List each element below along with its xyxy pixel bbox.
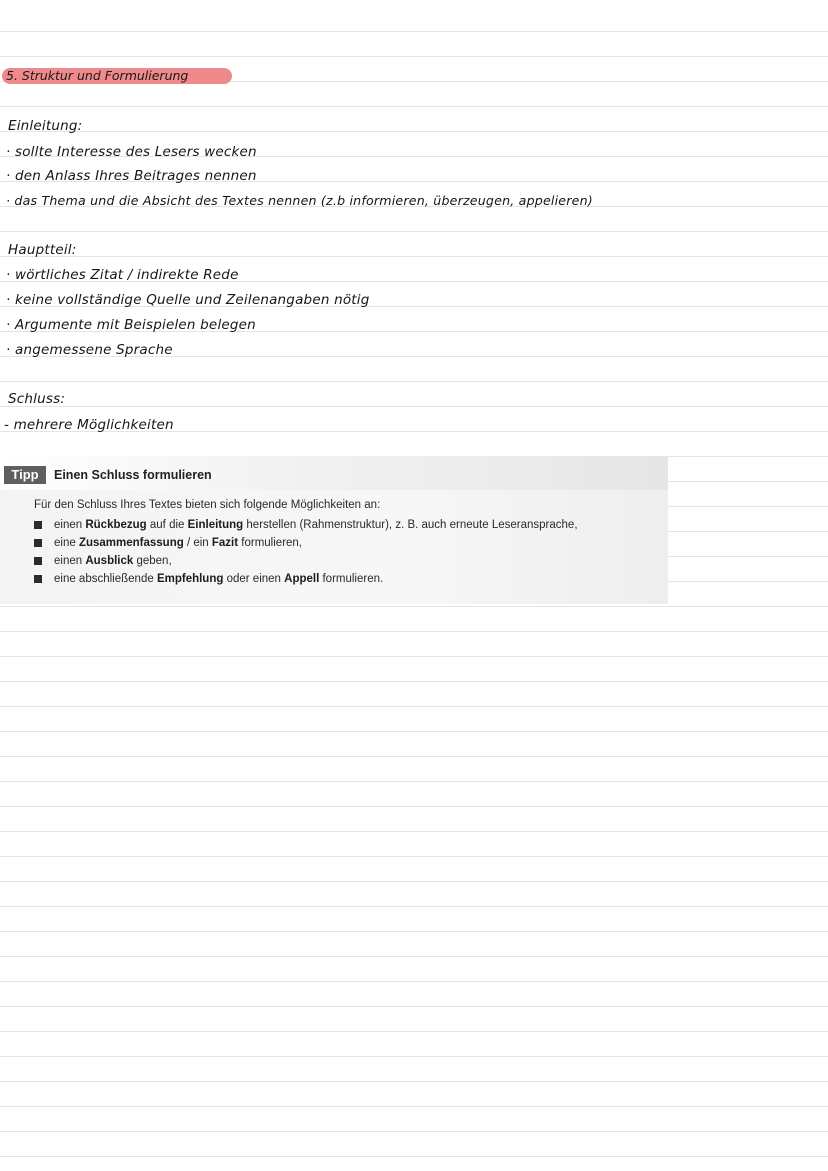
schluss-heading: Schluss: bbox=[8, 391, 66, 407]
hauptteil-item: · Argumente mit Beispielen belegen bbox=[6, 317, 256, 333]
hauptteil-item: · wörtliches Zitat / indirekte Rede bbox=[6, 267, 239, 283]
tipp-list-item: eine Zusammenfassung / ein Fazit formulieren, bbox=[34, 534, 578, 552]
einleitung-heading: Einleitung: bbox=[8, 118, 83, 134]
section-title: 5. Struktur und Formulierung bbox=[6, 68, 189, 83]
square-bullet-icon bbox=[34, 521, 42, 529]
hauptteil-heading: Hauptteil: bbox=[8, 242, 77, 258]
square-bullet-icon bbox=[34, 575, 42, 583]
hauptteil-item: · keine vollständige Quelle und Zeilenangaben nötig bbox=[6, 292, 370, 308]
tipp-intro: Für den Schluss Ihres Textes bieten sich folgende Möglichkeiten an: bbox=[34, 499, 381, 511]
tipp-list bbox=[34, 516, 578, 588]
square-bullet-icon bbox=[34, 539, 42, 547]
einleitung-item: · sollte Interesse des Lesers wecken bbox=[6, 144, 257, 160]
tipp-list-item: einen Rückbezug auf die Einleitung herstellen (Rahmenstruktur), z. B. auch erneute Leseransprache, bbox=[34, 516, 578, 534]
einleitung-item: · das Thema und die Absicht des Textes nennen (z.b informieren, überzeugen, appelieren) bbox=[6, 193, 593, 208]
square-bullet-icon bbox=[34, 557, 42, 565]
tipp-label: Tipp bbox=[4, 466, 46, 484]
hauptteil-item: · angemessene Sprache bbox=[6, 342, 173, 358]
schluss-item: - mehrere Möglichkeiten bbox=[4, 417, 174, 433]
einleitung-item: · den Anlass Ihres Beitrages nennen bbox=[6, 168, 257, 184]
tipp-list-item: einen Ausblick geben, bbox=[34, 552, 578, 570]
tipp-list-item: eine abschließende Empfehlung oder einen Appell formulieren. bbox=[34, 570, 578, 588]
tipp-title: Einen Schluss formulieren bbox=[54, 468, 212, 482]
